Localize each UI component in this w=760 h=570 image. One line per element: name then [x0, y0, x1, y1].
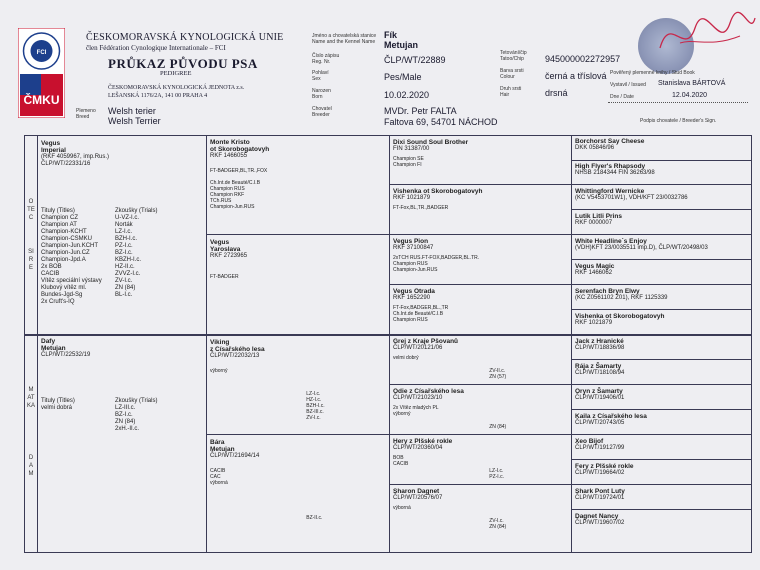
row-divider	[571, 160, 751, 161]
sire-cell	[41, 140, 201, 168]
ancestor-reg: ČLP/WT/20576/07	[393, 495, 443, 501]
signature-scribble	[650, 8, 760, 68]
signature-line	[608, 102, 748, 103]
dam-exams-label: Zkoušky (Trials)	[115, 398, 158, 404]
hair-label-en: Hair	[500, 92, 510, 98]
dam-exams	[115, 398, 195, 433]
exam-item: 2xH.-II.c.	[115, 426, 140, 432]
title-item: Champion-Jpd.A	[41, 257, 86, 263]
issued-by: Stanislava BÁRTOVÁ	[658, 80, 726, 87]
great-great-grandparent-cell	[575, 388, 750, 402]
ancestor-name: Vegus Pion	[393, 238, 429, 245]
ancestor-note: FT-Fox,BL,TR.,BADGER	[393, 205, 449, 211]
ancestor-notes	[210, 268, 385, 280]
row-divider	[571, 309, 751, 310]
exam-item: ZV-I.c.	[115, 278, 133, 284]
breed-label-en: Breed	[76, 114, 90, 120]
ancestor-name: Hery z Plšské rokle	[393, 438, 453, 445]
title-item: Champion AT	[41, 222, 77, 228]
ancestor-notes	[393, 255, 568, 273]
dam-exams-list	[115, 405, 195, 433]
ancestor-note: CACIB	[393, 461, 409, 467]
ancestor-reg: RKF 1652290	[393, 295, 431, 301]
breed-en: Welsh Terrier	[108, 116, 161, 126]
sire-exams	[115, 208, 195, 299]
ancestor-name: Vegus Otrada	[393, 288, 435, 295]
dam-reg: ČLP/WT/22532/19	[41, 352, 91, 358]
ancestor-reg: ČLP/WT/19406/01	[575, 395, 625, 401]
ancestor-notes	[393, 305, 568, 323]
ancestor-note: Champion SE	[393, 156, 424, 162]
ancestor-reg: RKF 2723965	[210, 253, 248, 259]
great-great-grandparent-cell	[575, 163, 750, 177]
ancestor-reg: (KC V5453701W1), VDH/KFT 23/0032786	[575, 195, 688, 201]
title-item: Champion-KCHT	[41, 229, 87, 235]
sire-titles-list	[41, 215, 111, 306]
great-great-grandparent-cell	[575, 263, 750, 277]
row-divider	[571, 459, 751, 460]
name-label-cz: Jméno a chovatelská stanice	[312, 33, 377, 39]
exam-item: ZN (84)	[489, 524, 507, 530]
ancestor-reg: ČLP/WT/19127/99	[575, 445, 625, 451]
dam-titles-list	[41, 405, 111, 412]
row-divider	[571, 259, 751, 260]
exam-item: KBZH-I.c.	[115, 257, 142, 263]
ancestor-name: White Headline´s Enjoy	[575, 238, 647, 245]
born-value: 10.02.2020	[384, 90, 430, 100]
ancestor-reg: ČLP/WT/18108/94	[575, 370, 625, 376]
side-label-text: SIRE	[28, 249, 34, 271]
ancestor-name: Bára	[210, 439, 225, 446]
colour-label-cz: Barva srsti	[500, 68, 524, 74]
svg-text:FCI: FCI	[36, 50, 47, 56]
exam-item: Norták	[115, 222, 133, 228]
exam-item: HZ-I.c.	[306, 397, 322, 403]
title-item: Champion-Jun.KCHT	[41, 243, 99, 249]
ancestor-notes	[393, 205, 568, 211]
sex-label-en: Sex	[312, 76, 321, 82]
ancestor-note: Champion-Jun.RUS	[393, 267, 438, 273]
column-divider	[389, 136, 390, 552]
side-label-sire	[27, 248, 35, 272]
ancestor-reg: ČLP/WT/19724/01	[575, 495, 625, 501]
ancestor-name: Lutik Litli Prins	[575, 213, 622, 220]
ancestor-name: Vegus Magic	[575, 263, 615, 270]
born-label-en: Born	[312, 94, 323, 100]
name-label-en: Name and the Kennel Name	[312, 39, 376, 45]
ancestor-reg: (VDH)KFT 23/0035511 imp.D), ČLP/WT/20498/03	[575, 245, 708, 251]
ancestor-name: Vishenka ot Skorobogatovyh	[393, 188, 483, 195]
great-great-grandparent-cell	[575, 513, 750, 527]
ancestor-note: CACIB	[210, 468, 226, 474]
chip-value: 945000002272957	[545, 54, 621, 64]
ancestor-reg: ČLP/WT/20743/05	[575, 420, 625, 426]
ancestor-reg: ČLP/WT/21023/10	[393, 395, 443, 401]
studbook-label: Pověřený plemenné knihy / Stud Book	[610, 70, 695, 76]
ancestor-name: Jack z Hranické	[575, 338, 624, 345]
hair-label-cz: Druh srsti	[500, 86, 522, 92]
row-divider	[389, 384, 751, 385]
ancestor-notes	[393, 455, 568, 467]
ancestor-reg: NHSB 2184344 FIN 36263/98	[575, 170, 655, 176]
ancestor-notes	[393, 405, 568, 417]
great-grandparent-cell	[393, 438, 568, 484]
ancestor-name: Fery z Plšské rokle	[575, 463, 634, 470]
title-item: Champion-CSMKU	[41, 236, 93, 242]
svg-text:ČMKU: ČMKU	[23, 93, 60, 107]
grandparent-cell	[210, 439, 385, 535]
exam-item: PZ-I.c.	[115, 243, 133, 249]
sire-exams-list	[115, 215, 195, 299]
exam-item: BZ-I.c.	[115, 250, 133, 256]
ancestor-name: Shark Pont Luty	[575, 488, 625, 495]
ancestor-notes	[393, 355, 568, 361]
exam-item: ZN (84)	[115, 419, 136, 425]
column-divider	[571, 136, 572, 552]
ancestor-note: Champion RUS	[210, 186, 245, 192]
exam-item: HZ-II.c.	[115, 264, 135, 270]
issued-label: Vystavil / Issued	[610, 82, 646, 88]
ancestor-reg: ČLP/WT/19664/02	[575, 470, 625, 476]
ancestor-name: ot Skorobogatovyh	[210, 146, 270, 153]
ancestor-name: Whittingford Wernicke	[575, 188, 645, 195]
date-label: Dne / Date	[610, 94, 634, 100]
ancestor-name: Vishenka ot Skorobogatovyh	[575, 313, 665, 320]
ancestor-note: FT-BADGER	[210, 274, 239, 280]
ancestor-name: z Císařského lesa	[210, 346, 265, 353]
reg-number: ČLP/WT/22889	[384, 55, 446, 65]
title-item: CACIB	[41, 271, 60, 277]
ancestor-exams	[489, 468, 504, 480]
ancestor-notes	[210, 468, 385, 486]
exam-item: LZ-I.c.	[306, 391, 321, 397]
ancestor-note: BOB	[393, 455, 404, 461]
grandparent-cell	[210, 139, 385, 235]
great-great-grandparent-cell	[575, 338, 750, 352]
side-label-text: DAM	[28, 455, 34, 477]
exam-item: BZH-I.c.	[306, 403, 325, 409]
ancestor-reg: DKK 05846/96	[575, 145, 615, 151]
grandparent-cell	[210, 239, 385, 335]
sire-exams-label: Zkoušky (Trials)	[115, 208, 158, 214]
ancestor-note: Ch.Int.de Beauté/C.I.B	[210, 180, 261, 186]
exam-item: ZV-I.c.	[489, 518, 504, 524]
sire-titles	[41, 208, 111, 306]
column-divider	[206, 136, 207, 552]
dam-name2: Metujan	[41, 345, 66, 352]
great-great-grandparent-cell	[575, 188, 750, 202]
ancestor-note: velmi dobrý	[393, 355, 419, 361]
sex-label-cz: Pohlaví	[312, 70, 329, 76]
ancestor-name: High Flyer's Rhapsody	[575, 163, 646, 170]
ancestor-name: Xeo Bijof	[575, 438, 604, 445]
ancestor-exams	[306, 515, 322, 521]
exam-item: ZN (84)	[115, 285, 136, 291]
great-grandparent-cell	[393, 188, 568, 234]
dog-kennel: Metujan	[384, 40, 419, 50]
ancestor-name: Grej z Kraje Pšovanů	[393, 338, 459, 345]
sire-name2: Imperial	[41, 147, 66, 154]
ancestor-reg: RKF 37100847	[393, 245, 434, 251]
ancestor-reg: ČLP/WT/19607/02	[575, 520, 625, 526]
ancestor-name: Dixi Sound Soul Brother	[393, 139, 469, 146]
ancestor-note: Champion RKF	[210, 192, 245, 198]
great-grandparent-cell	[393, 288, 568, 334]
great-grandparent-cell	[393, 139, 568, 185]
sire-dam-divider	[25, 334, 751, 336]
ancestor-name: Viking	[210, 339, 230, 346]
great-great-grandparent-cell	[575, 488, 750, 502]
ancestor-note: výborná	[210, 480, 228, 486]
great-grandparent-cell	[393, 238, 568, 284]
great-great-grandparent-cell	[575, 363, 750, 377]
ancestor-note: Champion RUS	[393, 317, 428, 323]
exam-item: BZH-I.c.	[115, 236, 137, 242]
row-divider	[571, 359, 751, 360]
ancestor-reg: RKF 1466062	[575, 270, 613, 276]
ancestor-name: Sharon Dagnet	[393, 488, 440, 495]
issued-date: 12.04.2020	[672, 92, 708, 99]
great-great-grandparent-cell	[575, 138, 750, 152]
ancestor-name: Vegus	[210, 239, 230, 246]
reg-label-cz: Číslo zápisu	[312, 53, 340, 59]
title-item: velmi dobrá	[41, 405, 73, 411]
breed-cz: Welsh terier	[108, 106, 156, 116]
ancestor-name: Rája z Šamarty	[575, 363, 622, 370]
great-grandparent-cell	[393, 488, 568, 534]
ancestor-note: 2x Vítěz mladých PL	[393, 405, 439, 411]
row-divider	[389, 284, 751, 285]
row-divider	[571, 209, 751, 210]
dam-cell	[41, 338, 201, 359]
exam-item: ZN (84)	[489, 424, 507, 430]
exam-item: BL-I.c.	[115, 292, 133, 298]
great-great-grandparent-cell	[575, 438, 750, 452]
exam-item: ZV-II.c.	[489, 368, 506, 374]
dam-titles-label: Tituly (Titles)	[41, 398, 75, 404]
ancestor-exams	[489, 424, 506, 430]
exam-item: PZ-I.c.	[489, 474, 504, 480]
ancestor-note: 2xTCH RUS.FT-FOX,BADGER,BL.TR.	[393, 255, 480, 261]
exam-item: BZ-II.c.	[306, 515, 323, 521]
great-great-grandparent-cell	[575, 313, 750, 327]
exam-item: LZ-III.c.	[115, 405, 136, 411]
ancestor-name: Kaila z Císařského lesa	[575, 413, 647, 420]
side-label-dam	[27, 454, 35, 478]
club-name: ČESKOMORAVSKÁ KYNOLOGICKÁ JEDNOTA z.s.	[108, 85, 245, 91]
great-great-grandparent-cell	[575, 413, 750, 427]
ancestor-name: Yaroslava	[210, 246, 241, 253]
ancestor-reg: RKF 0000007	[575, 220, 613, 226]
exam-item: ZN (57)	[489, 374, 507, 380]
org-fci: člen Fédération Cynologique Internationale – FCI	[86, 44, 226, 52]
ancestor-note: TCh.RUS	[210, 198, 232, 204]
ancestor-note: výborná	[393, 505, 411, 511]
side-label-otec	[27, 198, 35, 222]
title-item: Klubový vítěz ml.	[41, 285, 87, 291]
born-label-cz: Narozen	[312, 88, 331, 94]
fci-cmku-logo	[18, 28, 65, 118]
sire-name: Vegus	[41, 140, 61, 147]
ancestor-note: výborný	[393, 411, 411, 417]
great-grandparent-cell	[393, 388, 568, 434]
title-item: 2x BOB	[41, 264, 62, 270]
row-divider	[571, 409, 751, 410]
dog-name: Fík	[384, 30, 398, 40]
breeder-label-en: Breeder	[312, 112, 330, 118]
exam-item: BZ-III.c.	[306, 409, 324, 415]
ancestor-name: Dagnet Nancy	[575, 513, 619, 520]
side-label-text: MATKA	[27, 387, 36, 409]
row-divider	[389, 484, 751, 485]
ancestor-note: FT-Fox,BADGER,BL.,TR	[393, 305, 449, 311]
sire-reg: (RKF 4059967, imp.Rus.)	[41, 154, 110, 160]
document-subtitle: PEDIGREE	[160, 70, 192, 77]
exam-item: ZV-I.c.	[306, 415, 321, 421]
sire-reg2: ČLP/WT/22331/16	[41, 161, 91, 167]
ancestor-exams	[306, 391, 324, 421]
ancestor-exams	[489, 368, 506, 380]
ancestor-note: CAC	[210, 474, 221, 480]
great-great-grandparent-cell	[575, 288, 750, 302]
breeder-address: Faltova 69, 54701 NÁCHOD	[384, 117, 498, 127]
exam-item: ZVVZ-I.c.	[115, 271, 141, 277]
ancestor-exams	[489, 518, 506, 530]
org-name: ČESKOMORAVSKÁ KYNOLOGICKÁ UNIE	[86, 32, 284, 43]
ancestor-note: Champion RUS	[393, 261, 428, 267]
side-label-matka	[27, 386, 35, 410]
exam-item: BZ-I.c.	[115, 412, 133, 418]
ancestor-name: Borchorst Say Cheese	[575, 138, 645, 145]
colour-label-en: Colour	[500, 74, 515, 80]
ancestor-reg: ČLP/WT/20121/06	[393, 345, 443, 351]
great-grandparent-cell	[393, 338, 568, 384]
ancestor-name: Oryn z Šamarty	[575, 388, 623, 395]
great-great-grandparent-cell	[575, 238, 750, 252]
ancestor-note: výborný	[210, 368, 228, 374]
chip-label-cz: Tetování/čip	[500, 50, 527, 56]
dam-name: Dafy	[41, 338, 56, 345]
dam-titles	[41, 398, 111, 412]
reg-label-en: Reg. Nr.	[312, 59, 331, 65]
title-item: Vítěz speciální výstavy	[41, 278, 102, 284]
ancestor-reg: (KC Z0561102 Z01), RKF 1125339	[575, 295, 668, 301]
hair-value: drsná	[545, 88, 568, 98]
ancestor-reg: ČLP/WT/20360/04	[393, 445, 443, 451]
ancestor-note: Ch.Int.de Beauté/C.I.B	[393, 311, 444, 317]
pedigree-table	[24, 135, 752, 553]
ancestor-name: Metujan	[210, 446, 235, 453]
ancestor-reg: FIN 31387/00	[393, 146, 430, 152]
colour-value: černá a tříslová	[545, 71, 607, 81]
ancestor-reg: ČLP/WT/18836/98	[575, 345, 625, 351]
signature-label: Podpis chovatele / Breeder's Sign.	[640, 118, 717, 124]
document-title: PRŮKAZ PŮVODU PSA	[108, 56, 258, 71]
ancestor-note: Champion FI	[393, 162, 422, 168]
breeder-label-cz: Chovatel	[312, 106, 332, 112]
ancestor-note: Champion-Jun.RUS	[210, 204, 255, 210]
side-label-text: OTEC	[27, 199, 35, 221]
exam-item: LZ-I.c.	[489, 468, 504, 474]
ancestor-notes	[210, 368, 385, 374]
title-item: Champion-Jun.CZ	[41, 250, 90, 256]
grandparent-cell	[210, 339, 385, 435]
row-divider	[571, 509, 751, 510]
sex-value: Pes/Male	[384, 72, 422, 82]
ancestor-reg: ČLP/WT/21694/14	[210, 453, 260, 459]
side-label-divider	[37, 136, 38, 552]
ancestor-name: Monte Kristo	[210, 139, 250, 146]
chip-label-en: Tatoo/Chip	[500, 56, 524, 62]
club-address: LEŠANSKÁ 1176/2A, 141 00 PRAHA 4	[108, 93, 208, 99]
great-great-grandparent-cell	[575, 213, 750, 227]
exam-item: U-VZ-I.c.	[115, 215, 139, 221]
ancestor-reg: ČLP/WT/22032/13	[210, 353, 260, 359]
title-item: Champion CZ	[41, 215, 79, 221]
breeder-name: MVDr. Petr FALTA	[384, 106, 457, 116]
ancestor-reg: RKF 1021879	[393, 195, 431, 201]
title-item: Bundes-Jgd-Sg	[41, 292, 83, 298]
ancestor-name: Serenfach Bryn Elwy	[575, 288, 640, 295]
ancestor-notes	[210, 168, 385, 210]
ancestor-notes	[393, 505, 568, 511]
ancestor-reg: RKF 1466055	[210, 153, 248, 159]
sire-titles-label: Tituly (Titles)	[41, 208, 75, 214]
ancestor-notes	[393, 156, 568, 168]
great-great-grandparent-cell	[575, 463, 750, 477]
ancestor-name: Odie z Císařského lesa	[393, 388, 464, 395]
exam-item: LZ-I.c.	[115, 229, 133, 235]
title-item: 2x Cruft's-IQ	[41, 299, 75, 305]
ancestor-note: FT-BADGER,BL,TR.,FOX	[210, 168, 268, 174]
ancestor-reg: RKF 1021879	[575, 320, 613, 326]
breed-label-cz: Plemeno	[76, 108, 96, 114]
